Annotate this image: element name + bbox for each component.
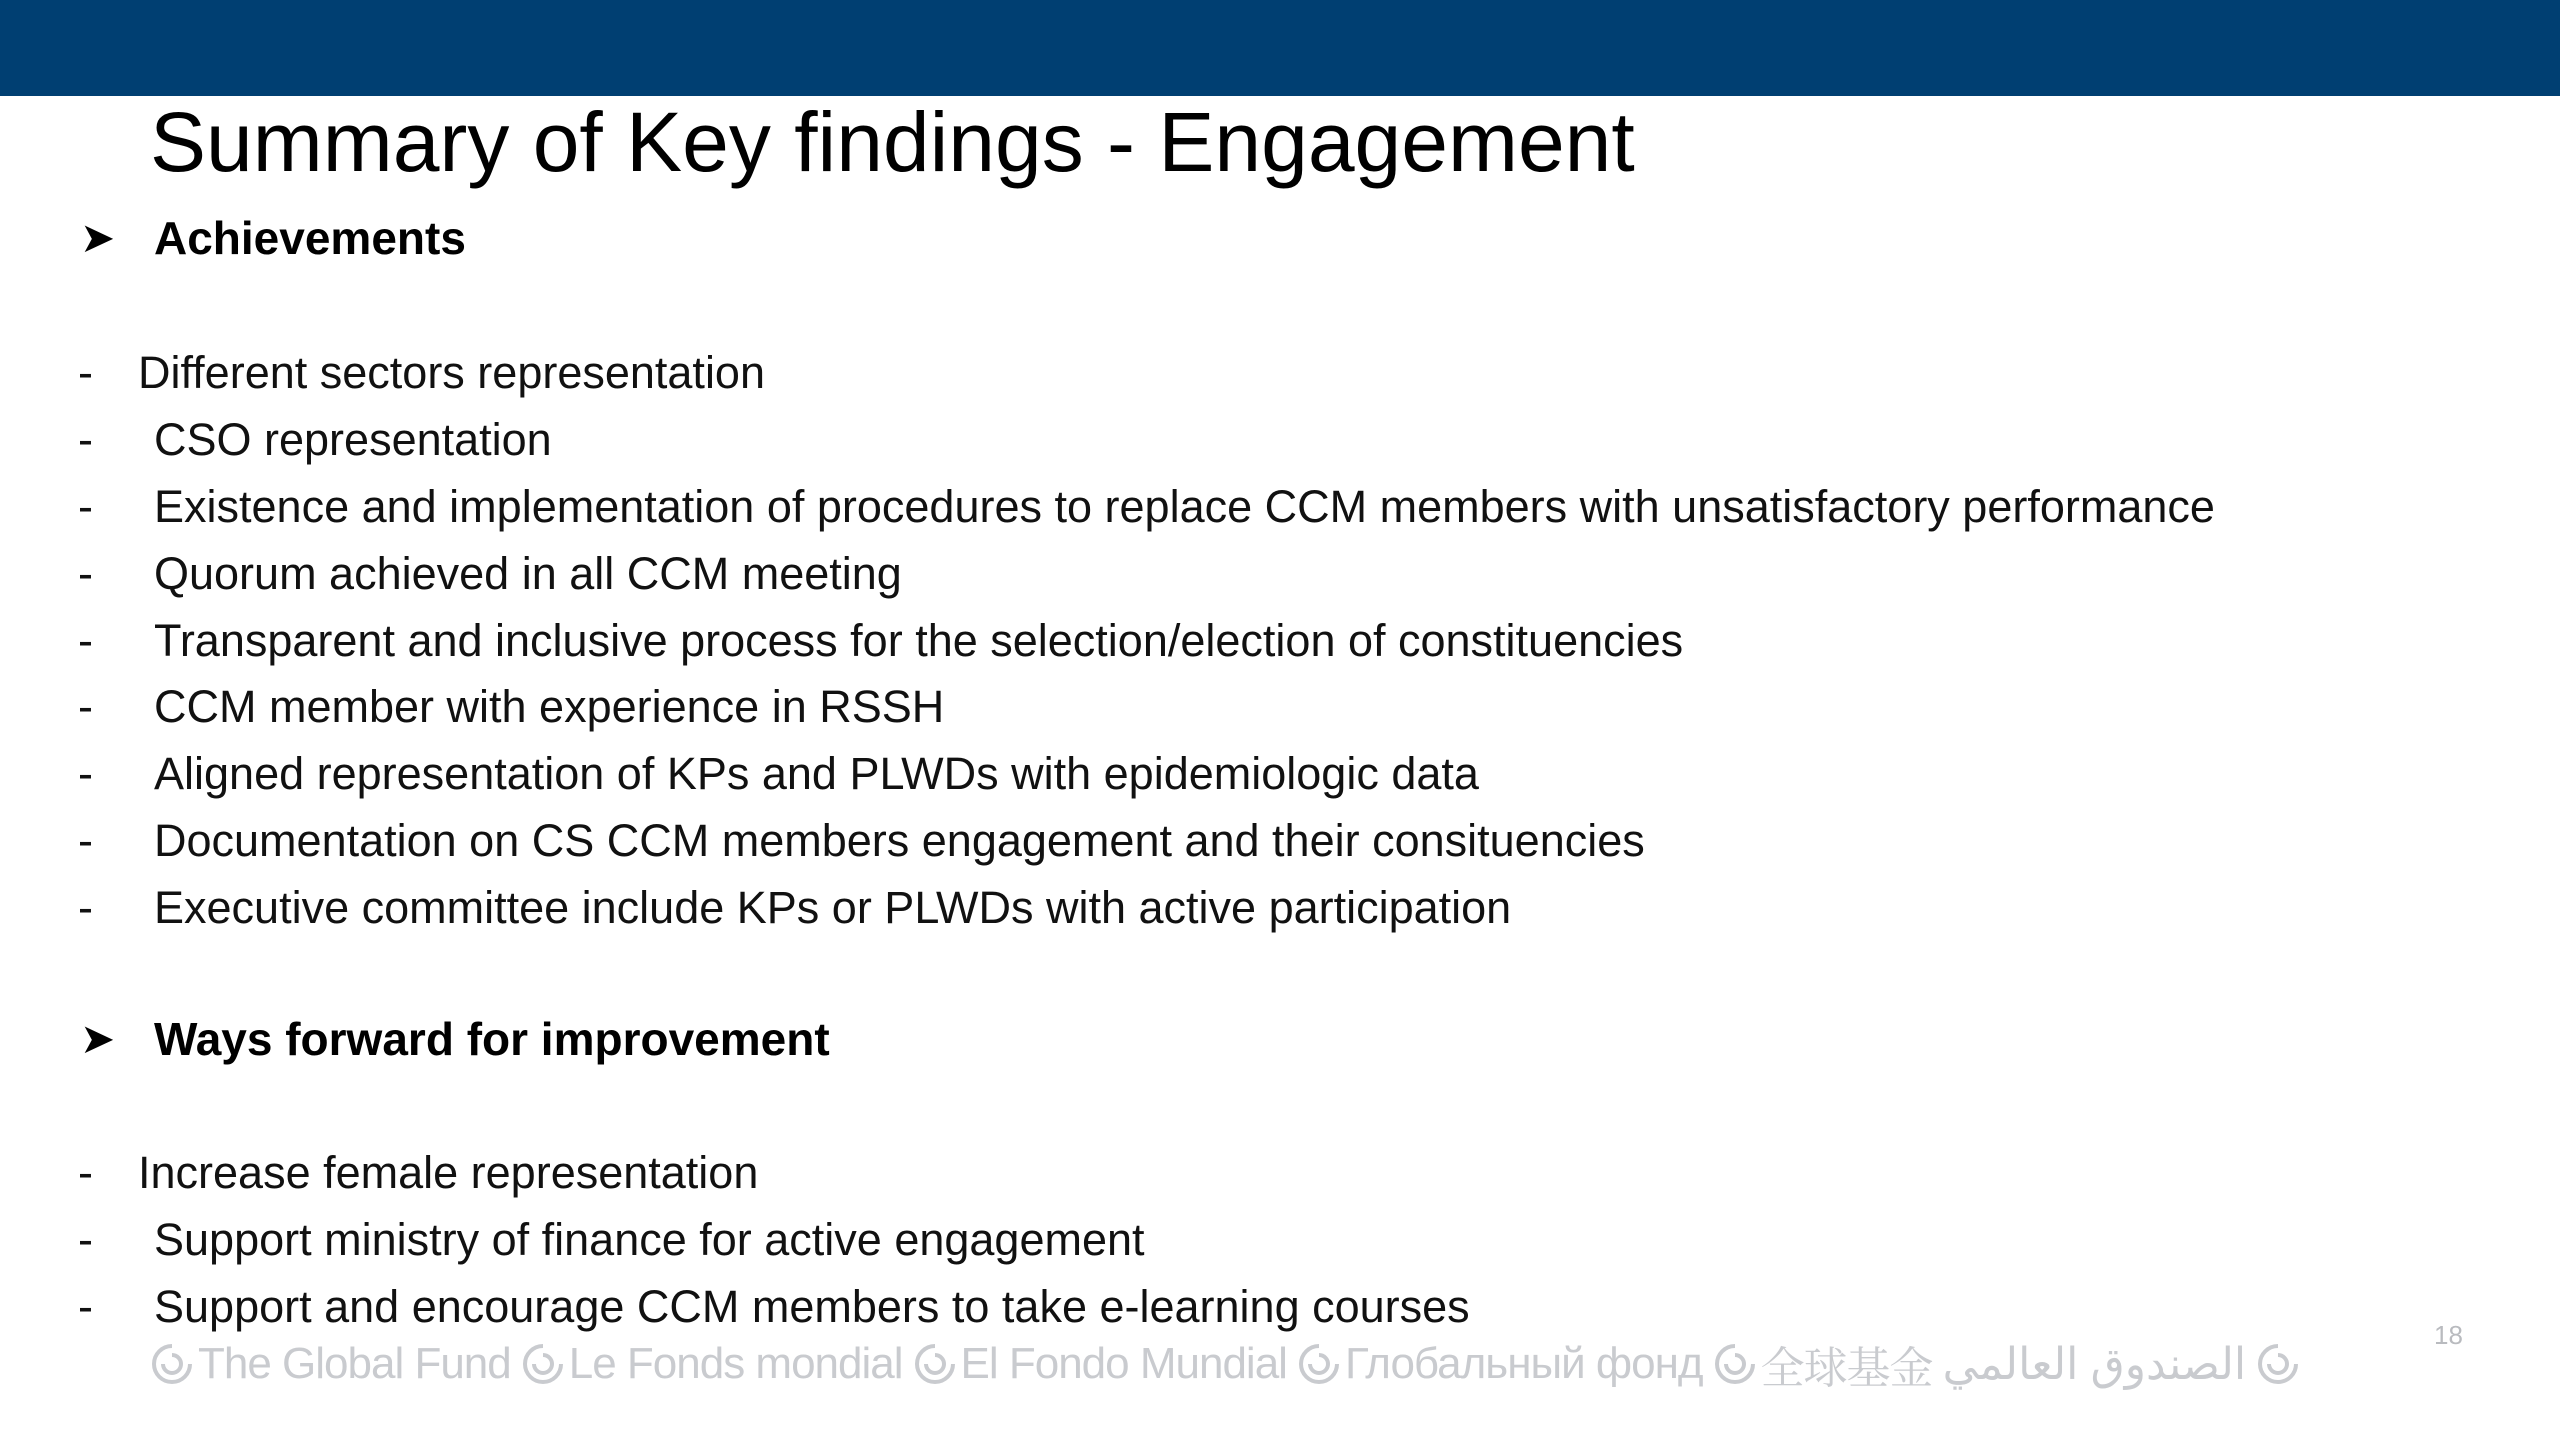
list-item xyxy=(78,1140,1470,1207)
list-item-text: Quorum achieved in all CCM meeting xyxy=(154,547,902,599)
footer-brand-name: Глобальный фонд xyxy=(1344,1339,1703,1388)
improvement-list xyxy=(78,1140,1470,1340)
achievements-heading xyxy=(80,208,466,268)
global-fund-swirl-icon xyxy=(150,1342,194,1386)
list-item xyxy=(78,808,2215,875)
footer-brand-name: 全球基金 xyxy=(1760,1344,1933,1393)
list-item xyxy=(78,340,2215,407)
global-fund-swirl-icon xyxy=(1297,1342,1341,1386)
list-item-text: Increase female representation xyxy=(138,1147,759,1199)
global-fund-swirl-icon xyxy=(2256,1342,2300,1386)
list-item xyxy=(78,474,2215,541)
achievements-heading-text: Achievements xyxy=(154,212,466,264)
list-item xyxy=(78,540,2215,607)
dash-bullet: - xyxy=(78,881,93,933)
list-item-text: CSO representation xyxy=(154,414,552,466)
list-item xyxy=(78,1207,1470,1274)
dash-bullet: - xyxy=(78,547,93,599)
dash-bullet: - xyxy=(78,748,93,800)
list-item-text: Documentation on CS CCM members engagement and their consituencies xyxy=(154,814,1645,866)
list-item-text: Executive committee include KPs or PLWDs with active participation xyxy=(154,881,1512,933)
page-number: 18 xyxy=(2434,1320,2463,1350)
footer-brand-name: الصندوق العالمي xyxy=(1942,1339,2247,1389)
dash-bullet: - xyxy=(78,480,93,532)
footer-brand-name: The Global Fund xyxy=(198,1339,511,1388)
list-item xyxy=(78,1274,1470,1341)
dash-bullet: - xyxy=(78,614,93,666)
list-item-text: Different sectors representation xyxy=(138,347,765,399)
arrow-bullet-icon: ➤ xyxy=(80,214,116,261)
footer-logo xyxy=(150,1334,2304,1394)
improvement-heading xyxy=(80,1009,830,1069)
dash-bullet: - xyxy=(78,347,93,399)
global-fund-swirl-icon xyxy=(913,1342,957,1386)
achievements-list xyxy=(78,340,2215,941)
footer-brand-name: Le Fonds mondial xyxy=(568,1339,903,1388)
list-item-text: Existence and implementation of procedures to replace CCM members with unsatisfactory performance xyxy=(154,480,2215,532)
list-item-text: CCM member with experience in RSSH xyxy=(154,681,945,733)
dash-bullet: - xyxy=(78,814,93,866)
dash-bullet: - xyxy=(78,1214,93,1266)
list-item xyxy=(78,741,2215,808)
global-fund-swirl-icon xyxy=(521,1342,565,1386)
list-item xyxy=(78,607,2215,674)
list-item xyxy=(78,407,2215,474)
dash-bullet: - xyxy=(78,1280,93,1332)
list-item-text: Aligned representation of KPs and PLWDs with epidemiologic data xyxy=(154,748,1479,800)
list-item-text: Support ministry of finance for active engagement xyxy=(154,1214,1145,1266)
list-item-text: Support and encourage CCM members to take e-learning courses xyxy=(154,1280,1470,1332)
arrow-bullet-icon: ➤ xyxy=(80,1015,116,1062)
improvement-heading-text: Ways forward for improvement xyxy=(154,1013,830,1065)
dash-bullet: - xyxy=(78,681,93,733)
slide-title: Summary of Key findings - Engagement xyxy=(150,95,1635,189)
header-bar xyxy=(0,0,2560,96)
global-fund-swirl-icon xyxy=(1713,1342,1757,1386)
list-item-text: Transparent and inclusive process for the selection/election of constituencies xyxy=(154,614,1684,666)
list-item xyxy=(78,874,2215,941)
footer-brand-name: El Fondo Mundial xyxy=(960,1339,1287,1388)
list-item xyxy=(78,674,2215,741)
dash-bullet: - xyxy=(78,1147,93,1199)
dash-bullet: - xyxy=(78,414,93,466)
